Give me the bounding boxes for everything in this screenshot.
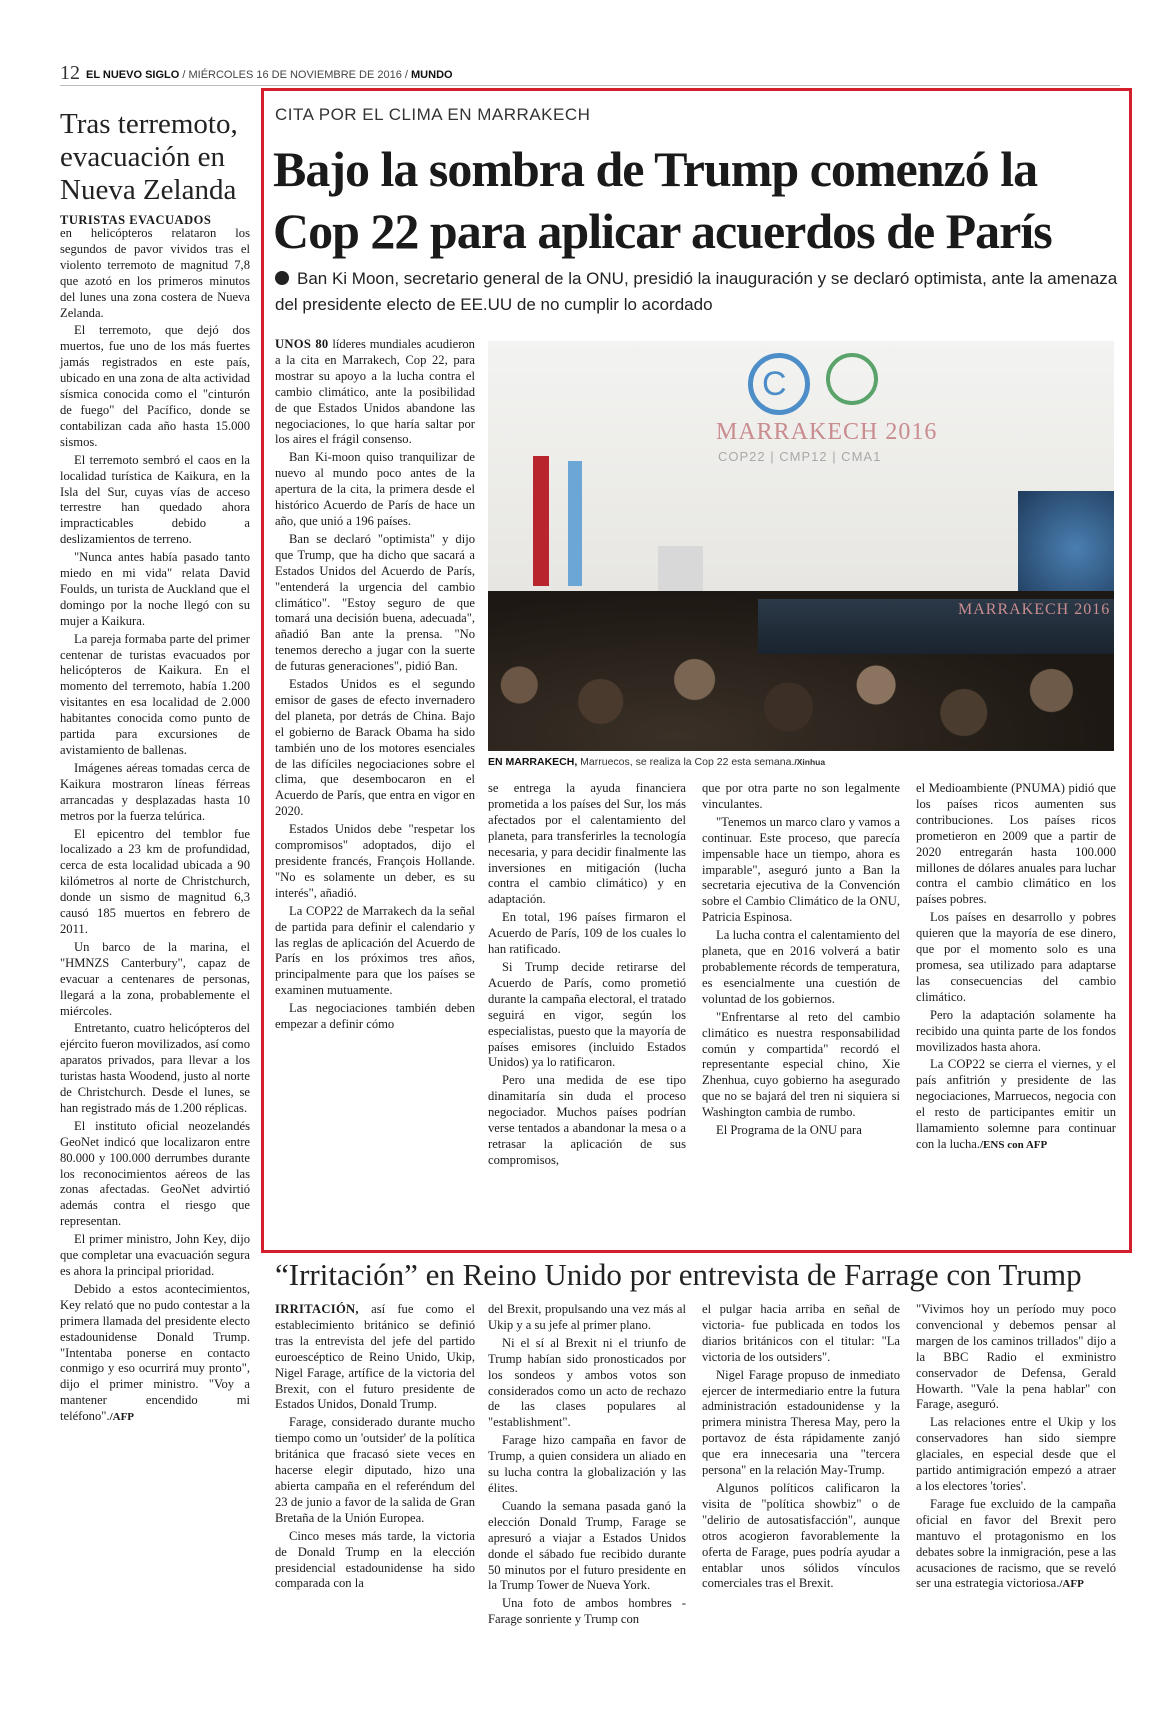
photo-table-banner: MARRAKECH 2016 <box>958 601 1111 618</box>
cop22-photo <box>488 341 1114 751</box>
paragraph: "Vivimos hoy un período muy poco convencional y debemos pensar al margen de los caminos trillados" dijo a la BBC Radio el exministro conservador de Defensa, Gerald Howarth. "Vale la pena hablar" con Farage, aseguró. <box>916 1302 1116 1412</box>
paragraph: El terremoto sembró el caos en la localidad turística de Kaikura, en la Isla del Sur, cuyas vías de acceso terrestre han quedado ahora impracticables debido a deslizamientos de terreno. <box>60 452 250 547</box>
paragraph: Imágenes aéreas tomadas cerca de Kaikura mostraron líneas férreas arrancadas y desplazadas hasta 10 metros por la fuerza telúrica. <box>60 760 250 823</box>
paragraph: Pero una medida de ese tipo dinamitaría sin duda el proceso negociador. Muchos países podrían verse tentados a abandonar la mesa o a retrasar la aplicación de sus compromisos, <box>488 1073 686 1167</box>
main-story-column-2 <box>488 781 686 1171</box>
paragraph: Las relaciones entre el Ukip y los conservadores han sido siempre glaciales, en especial desde que el partido antimigración empezó a atraer a los electores 'tories'. <box>916 1415 1116 1493</box>
globe-screen-icon <box>1018 491 1114 606</box>
paragraph: el Medioambiente (PNUMA) pidió que los países ricos aumenten sus contribuciones. Los países ricos prometieron en 2009 que a partir de 2020 entregarán hasta 100.000 millones de dólares anuales para luchar contra el cambio climático en los países pobres. <box>916 781 1116 907</box>
paragraph: El Programa de la ONU para <box>716 1123 862 1138</box>
paragraph: Estados Unidos debe "respetar los compromisos" adoptados, dijo el presidente francés, François Hollande. "No es solamente un deber, es su interés", añadió. <box>275 822 475 900</box>
paragraph: Los países en desarrollo y pobres quieren que la mayoría de ese dinero, que por el momento solo es una promesa, sea utilizado para adaptarse las consecuencias del cambio climático. <box>916 910 1116 1004</box>
paragraph: El primer ministro, John Key, dijo que completar una evacuación segura es ahora la principal prioridad. <box>60 1232 250 1278</box>
paragraph: La lucha contra el calentamiento del planeta, que en 2016 volverá a batir probablemente récords de temperatura, es esencialmente una cuestión de voluntad de los gobiernos. <box>702 928 900 1006</box>
page-number: 12 <box>60 62 80 84</box>
paragraph: Estados Unidos es el segundo emisor de gases de efecto invernadero del planeta, por detrás de China. Bajo el gobierno de Barack Obama ha sido también uno de los motores esenciales de las difíciles negociaciones sobre el clima, que desembocaron en el Acuerdo de París, que entra en vigor en 2020. <box>275 677 475 819</box>
paragraph <box>275 1302 475 1413</box>
paragraph: en helicópteros relataron los segundos de pavor vividos tras el violento terremoto de magnitud 7,8 que azotó en los primeros minutos del lunes una zona costera de Nueva Zelanda. <box>60 226 250 320</box>
cop22-logo-icon <box>826 353 878 405</box>
morocco-flag-icon <box>533 456 549 586</box>
caption-lead: EN MARRAKECH, <box>488 756 578 768</box>
main-story-column-4 <box>916 781 1116 1156</box>
paragraph: que por otra parte no son legalmente vinculantes. <box>702 781 900 811</box>
paragraph: Farage hizo campaña en favor de Trump, a quien considera un aliado en su lucha contra la globalización y las élites. <box>488 1433 686 1495</box>
photo-caption <box>488 756 1114 768</box>
paragraph: Algunos políticos calificaron la visita de "política showbiz" o de "delirio de autosatisfacción", aunque otros acogieron favorablemente la oferta de Farage, pues podría ayudar a entablar unos sólidos vínculos comerciales tras el Brexit. <box>702 1480 900 1591</box>
paragraph: Pero la adaptación solamente ha recibido una quinta parte de los fondos movilizados hasta ahora. <box>916 1007 1116 1054</box>
main-story-column-3 <box>702 781 900 1141</box>
caption-text: Marruecos, se realiza la Cop 22 esta semana. <box>577 756 795 768</box>
bottom-story-column-1 <box>275 1302 475 1594</box>
byline-signature: /AFP <box>1059 1578 1084 1591</box>
paragraph <box>275 337 475 448</box>
paragraph: Cuando la semana pasada ganó la elección Donald Trump, Farage se apresuró a viajar a Estados Unidos donde el sábado fue recibido durante 50 minutos por el futuro presidente en la Trump Tower de Nueva York. <box>488 1498 686 1593</box>
lead-in: UNOS 80 <box>275 337 329 351</box>
paragraph: Ban Ki-moon quiso tranquilizar de nuevo al mundo poco antes de la apertura de la cita, la primera desde el histórico Acuerdo de París de hace un año, que unió a 196 países. <box>275 450 475 528</box>
bottom-story-headline: “Irritación” en Reino Unido por entrevista de Farrage con Trump <box>275 1257 1082 1292</box>
paragraph <box>60 1282 250 1426</box>
paragraph: "Enfrentarse al reto del cambio climático es nuestra responsabilidad común y compartida" recordó el representante especial chino, Xie Zhenhua, cuyo gobierno ha asegurado que no se bajará del tren ni siquiera si Washington cambia de rumbo. <box>702 1009 900 1120</box>
main-story-deck <box>275 266 1125 318</box>
issue-date: / MIÉRCOLES 16 DE NOVIEMBRE DE 2016 / <box>182 69 408 81</box>
paragraph <box>916 1497 1116 1593</box>
paragraph: Nigel Farage propuso de inmediato ejercer de intermediario entre la futura administración estadounidense y la primera ministra Theresa May, pero la portavoz de ésta rápidamente zanjó que era innecesaria una "tercera persona" en la relación May-Trump. <box>702 1367 900 1478</box>
paragraph: Cinco meses más tarde, la victoria de Donald Trump en la elección presidencial estadounidense ha sido comparada con la <box>275 1528 475 1591</box>
deck-text: Ban Ki Moon, secretario general de la ONU, presidió la inauguración y se declaró optimista, ante la amenaza del presidente electo de EE.UU de no cumplir lo acordado <box>275 269 1118 314</box>
paragraph: El terremoto, que dejó dos muertos, fue uno de los más fuertes jamás registrados en este país, ubicado en una zona de alta actividad sísmica conocida como el "cinturón de fuego" del Pacífico, donde se contabilizan cada año hasta 15.000 sismos. <box>60 323 250 449</box>
audience-heads <box>488 641 1114 751</box>
paragraph: "Nunca antes había pasado tanto miedo en mi vida" relata David Foulds, un turista de Auckland que el domingo por la noche llegó con su mujer a Kaikura. <box>60 550 250 628</box>
main-story-column-1 <box>275 337 475 1035</box>
photo-wall-title: MARRAKECH 2016 <box>716 419 938 445</box>
bottom-story-column-2 <box>488 1302 686 1630</box>
masthead <box>60 62 1120 86</box>
paragraph: Farage, considerado durante mucho tiempo como un 'outsider' de la política británica que fracasó siete veces en hacerse elegir diputado, hizo una abierta campaña en el referéndum del 23 de junio a favor de la salida de Gran Bretaña de la Unión Europea. <box>275 1415 475 1525</box>
paragraph: del Brexit, propulsando una vez más al Ukip y a su jefe al primer plano. <box>488 1302 686 1332</box>
paragraph: "Tenemos un marco claro y vamos a continuar. Este proceso, que parecía impensable hace un tiempo, ahora es imparable", aseguró junto a Ban la secretaria ejecutiva de la Convención sobre el Cambio Climático de la ONU, Patricia Espinosa. <box>702 814 900 925</box>
section-name: MUNDO <box>411 69 453 81</box>
paragraph: Un barco de la marina, el "HMNZS Canterbury", capaz de evacuar a centenares de personas, llegará a la zona, probablemente el miércoles. <box>60 939 250 1018</box>
photo-wall-subtitle: COP22 | CMP12 | CMA1 <box>718 449 882 464</box>
paragraph-text: Debido a estos acontecimientos, Key relató que no pudo contestar a la primera llamada del presidente electo estadounidense Donald Trump. "Intentaba ponerse en contacto conmigo y eso ocurrirá muy pronto", dijo el primer ministro. "Voy a mantener encendido mi teléfono". <box>60 1281 250 1424</box>
main-story-kicker: CITA POR EL CLIMA EN MARRAKECH <box>275 105 591 124</box>
paragraph: La COP22 de Marrakech da la señal de partida para definir el calendario y las reglas de aplicación del Acuerdo de París en los próximos tres años, principalmente para que los países se examinen mutuamente. <box>275 903 475 998</box>
paper-name: EL NUEVO SIGLO <box>86 69 180 81</box>
left-story-kicker: TURISTAS EVACUADOS <box>60 213 212 227</box>
bottom-story-column-3 <box>702 1302 900 1594</box>
paragraph-text: así fue como el establecimiento británico se definió tras la entrevista del jefe del partido euroescéptico de Reino Unido, Ukip, Nigel Farage, artífice de la victoria del Brexit, con el futuro presidente de Estados Unidos, Donald Trump. <box>275 1302 475 1412</box>
paragraph: Una foto de ambos hombres - Farage sonriente y Trump con <box>488 1596 686 1627</box>
paragraph: El instituto oficial neozelandés GeoNet indicó que localizaron entre 80.000 y 100.000 derrumbes durante los reconocimientos aéreos de las zonas afectadas. GeoNet advirtió además contra el riesgo que representan. <box>60 1118 250 1229</box>
bottom-story-column-4 <box>916 1302 1116 1595</box>
byline-signature: /AFP <box>109 1411 135 1424</box>
paragraph: Si Trump decide retirarse del Acuerdo de París, como prometió durante la campaña electoral, el tratado seguirá en vigor, según los especialistas, puesto que la mayoría de países emisores (incluido Estados Unidos) ya lo ratificaron. <box>488 959 686 1070</box>
paragraph-text: líderes mundiales acudieron a la cita en Marrakech, Cop 22, para mostrar su apoyo a la lucha contra el cambio climático, ante la posibilidad de que Estados Unidos abandone las negociaciones, lo que haría saltar por los aires el frágil consenso. <box>275 337 475 447</box>
left-story-headline: Tras terremoto, evacuación en Nueva Zelanda <box>60 108 238 206</box>
paragraph: se entrega la ayuda financiera prometida a los países del Sur, los más afectados por el calentamiento del planeta, para transferirles la tecnología necesaria, y para decidir finalmente las inversiones en mitigación (lucha contra el cambio climático) y en adaptación. <box>488 781 686 907</box>
main-story-headline: Bajo la sombra de Trump comenzó la Cop 22 para aplicar acuerdos de París <box>273 141 1052 259</box>
paragraph-text: La COP22 se cierra el viernes, y el país anfitrión y presidente de las negociaciones, Marruecos, negocia con el resto de participantes emitir un llamamiento solemne para continuar con la lucha. <box>916 1057 1116 1151</box>
paragraph: Ban se declaró "optimista" y dijo que Trump, que ha dicho que sacará a Estados Unidos del Acuerdo de París, "entenderá la urgencia del cambio climático". "Estoy seguro de que tomará una decisión buena, adecuada", añadió Ban ante la prensa. "No tenemos derecho a jugar con la suerte de futuras generaciones", pidió Ban. <box>275 531 475 674</box>
paragraph-text: Farage fue excluido de la campaña oficial en favor del Brexit pero mantuvo el protagonismo en los debates sobre la inmigración, pese a las acusaciones de racismo, que se reveló ser una estrategia victoriosa. <box>916 1496 1116 1591</box>
photo-credit: /Xinhua <box>794 757 826 767</box>
un-flag-icon <box>568 461 582 586</box>
paragraph: Entretanto, cuatro helicópteros del ejército fueron movilizados, así como aparatos privados, para llevar a los turistas hasta Woodend, justo al norte de Christchurch. Desde el lunes, se han registrado más de 1.200 réplicas. <box>60 1021 250 1115</box>
left-story-body <box>60 226 250 1428</box>
paragraph <box>916 1057 1116 1153</box>
paragraph: En total, 196 países firmaron el Acuerdo de París, 109 de los cuales lo han ratificado. <box>488 910 686 957</box>
paragraph: El epicentro del temblor fue localizado a 23 km de profundidad, cerca de esta localidad ubicada a 90 kilómetros al norte de Christchurch, donde un sismo de magnitud 6,3 causó 185 muertos en febrero de 2011. <box>60 826 250 936</box>
un-climate-logo-letter: C <box>762 365 787 403</box>
lead-in: IRRITACIÓN, <box>275 1302 359 1316</box>
paragraph: Ni el sí al Brexit ni el triunfo de Trump habían sido pronosticados por los sondeos y ambos votos son considerados como un acto de rechazo de las clases populares al "establishment". <box>488 1335 686 1430</box>
masthead-text <box>86 69 453 81</box>
paragraph: Las negociaciones también deben empezar a definir cómo <box>275 1001 475 1032</box>
paragraph: La pareja formaba parte del primer centenar de turistas evacuados por helicópteros de Kaikura. En el momento del terremoto, había 1.200 visitantes en esa localidad de 2.000 habitantes conocida como punto de partida para excursiones de avistamiento de ballenas. <box>60 631 250 757</box>
byline-signature: /ENS con AFP <box>980 1138 1048 1151</box>
paragraph: el pulgar hacia arriba en señal de victoria- fue publicada en todos los diarios británicos con el titular: "La victoria de los outsiders". <box>702 1302 900 1364</box>
bullet-icon <box>275 271 289 285</box>
